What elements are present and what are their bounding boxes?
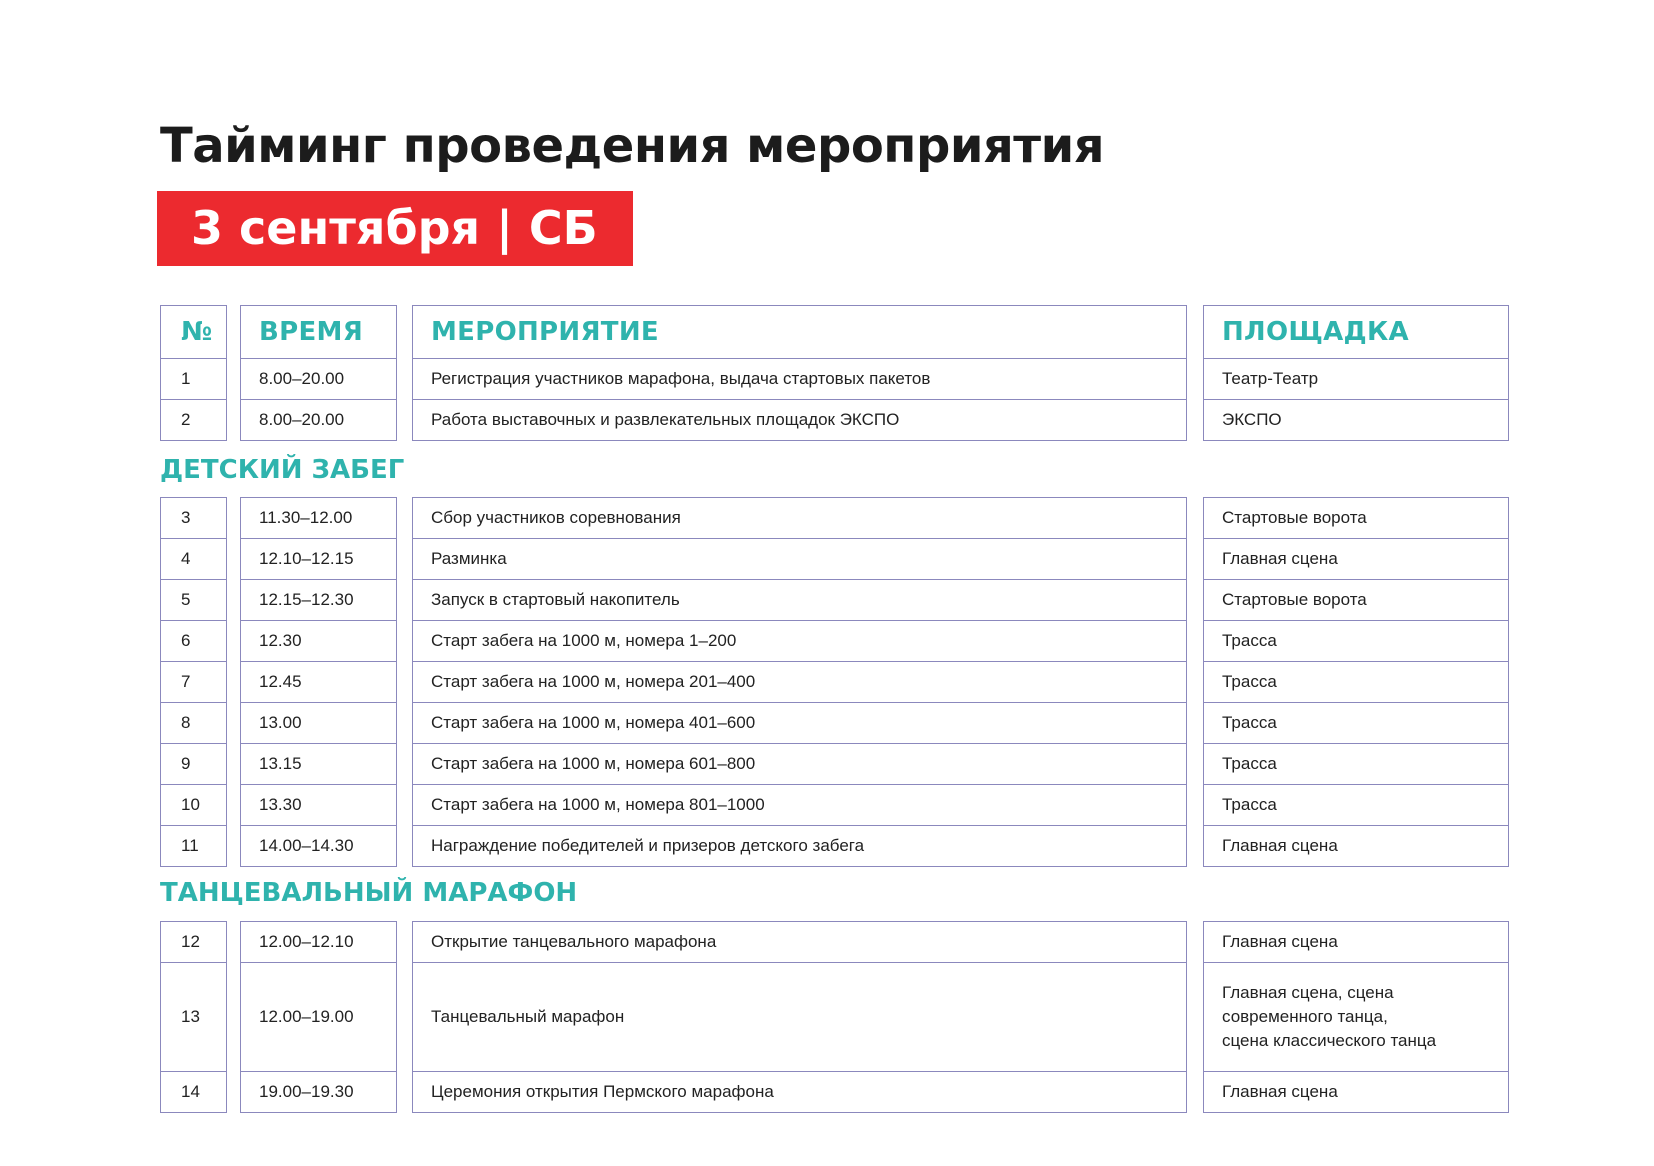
table-row-num: 11 (160, 825, 227, 867)
table-row-time: 12.00–12.10 (240, 921, 397, 963)
table-row-place: Главная сцена (1203, 921, 1509, 963)
table-row-place: Трасса (1203, 743, 1509, 785)
table-row-event: Старт забега на 1000 м, номера 401–600 (412, 702, 1187, 744)
table-row-place: Главная сцена (1203, 1071, 1509, 1113)
table-row-time: 13.15 (240, 743, 397, 785)
table-row-time: 12.30 (240, 620, 397, 662)
table-row-event: Награждение победителей и призеров детского забега (412, 825, 1187, 867)
header-num: № (160, 305, 227, 359)
table-row-time: 8.00–20.00 (240, 399, 397, 441)
table-row-time: 12.10–12.15 (240, 538, 397, 580)
table-row-place: ЭКСПО (1203, 399, 1509, 441)
table-row-place: Трасса (1203, 702, 1509, 744)
table-row-num: 10 (160, 784, 227, 826)
table-row-num: 6 (160, 620, 227, 662)
header-time: ВРЕМЯ (240, 305, 397, 359)
table-row-num: 2 (160, 399, 227, 441)
table-row-place: Главная сцена, сцена современного танца, сцена классического танца (1203, 962, 1509, 1072)
table-row-time: 13.00 (240, 702, 397, 744)
table-row-place: Стартовые ворота (1203, 579, 1509, 621)
table-row-place: Трасса (1203, 620, 1509, 662)
table-row-event: Старт забега на 1000 м, номера 801–1000 (412, 784, 1187, 826)
section-title-dance-marathon: ТАНЦЕВАЛЬНЫЙ МАРАФОН (160, 878, 578, 908)
table-row-event: Старт забега на 1000 м, номера 601–800 (412, 743, 1187, 785)
table-row-time: 12.45 (240, 661, 397, 703)
table-row-time: 13.30 (240, 784, 397, 826)
table-row-place: Главная сцена (1203, 825, 1509, 867)
table-row-event: Старт забега на 1000 м, номера 201–400 (412, 661, 1187, 703)
table-row-time: 12.15–12.30 (240, 579, 397, 621)
table-row-num: 9 (160, 743, 227, 785)
table-row-event: Танцевальный марафон (412, 962, 1187, 1072)
table-row-time: 8.00–20.00 (240, 358, 397, 400)
table-row-event: Сбор участников соревнования (412, 497, 1187, 539)
table-row-num: 4 (160, 538, 227, 580)
table-row-event: Запуск в стартовый накопитель (412, 579, 1187, 621)
table-row-event: Церемония открытия Пермского марафона (412, 1071, 1187, 1113)
table-row-place: Трасса (1203, 784, 1509, 826)
section-title-kids-run: ДЕТСКИЙ ЗАБЕГ (160, 455, 405, 485)
page-title: Тайминг проведения мероприятия (160, 118, 1105, 174)
table-row-num: 3 (160, 497, 227, 539)
table-row-num: 1 (160, 358, 227, 400)
table-row-time: 14.00–14.30 (240, 825, 397, 867)
table-row-num: 8 (160, 702, 227, 744)
table-row-event: Разминка (412, 538, 1187, 580)
table-row-event: Работа выставочных и развлекательных площадок ЭКСПО (412, 399, 1187, 441)
table-row-event: Открытие танцевального марафона (412, 921, 1187, 963)
table-row-num: 13 (160, 962, 227, 1072)
table-row-num: 5 (160, 579, 227, 621)
table-row-place: Театр-Театр (1203, 358, 1509, 400)
date-badge: 3 сентября | СБ (157, 191, 633, 266)
table-row-time: 19.00–19.30 (240, 1071, 397, 1113)
table-row-num: 12 (160, 921, 227, 963)
table-row-place: Стартовые ворота (1203, 497, 1509, 539)
header-event: МЕРОПРИЯТИЕ (412, 305, 1187, 359)
table-row-event: Старт забега на 1000 м, номера 1–200 (412, 620, 1187, 662)
table-row-num: 7 (160, 661, 227, 703)
table-row-event: Регистрация участников марафона, выдача стартовых пакетов (412, 358, 1187, 400)
table-row-place: Трасса (1203, 661, 1509, 703)
table-row-num: 14 (160, 1071, 227, 1113)
header-place: ПЛОЩАДКА (1203, 305, 1509, 359)
table-row-time: 11.30–12.00 (240, 497, 397, 539)
table-row-time: 12.00–19.00 (240, 962, 397, 1072)
table-row-place: Главная сцена (1203, 538, 1509, 580)
